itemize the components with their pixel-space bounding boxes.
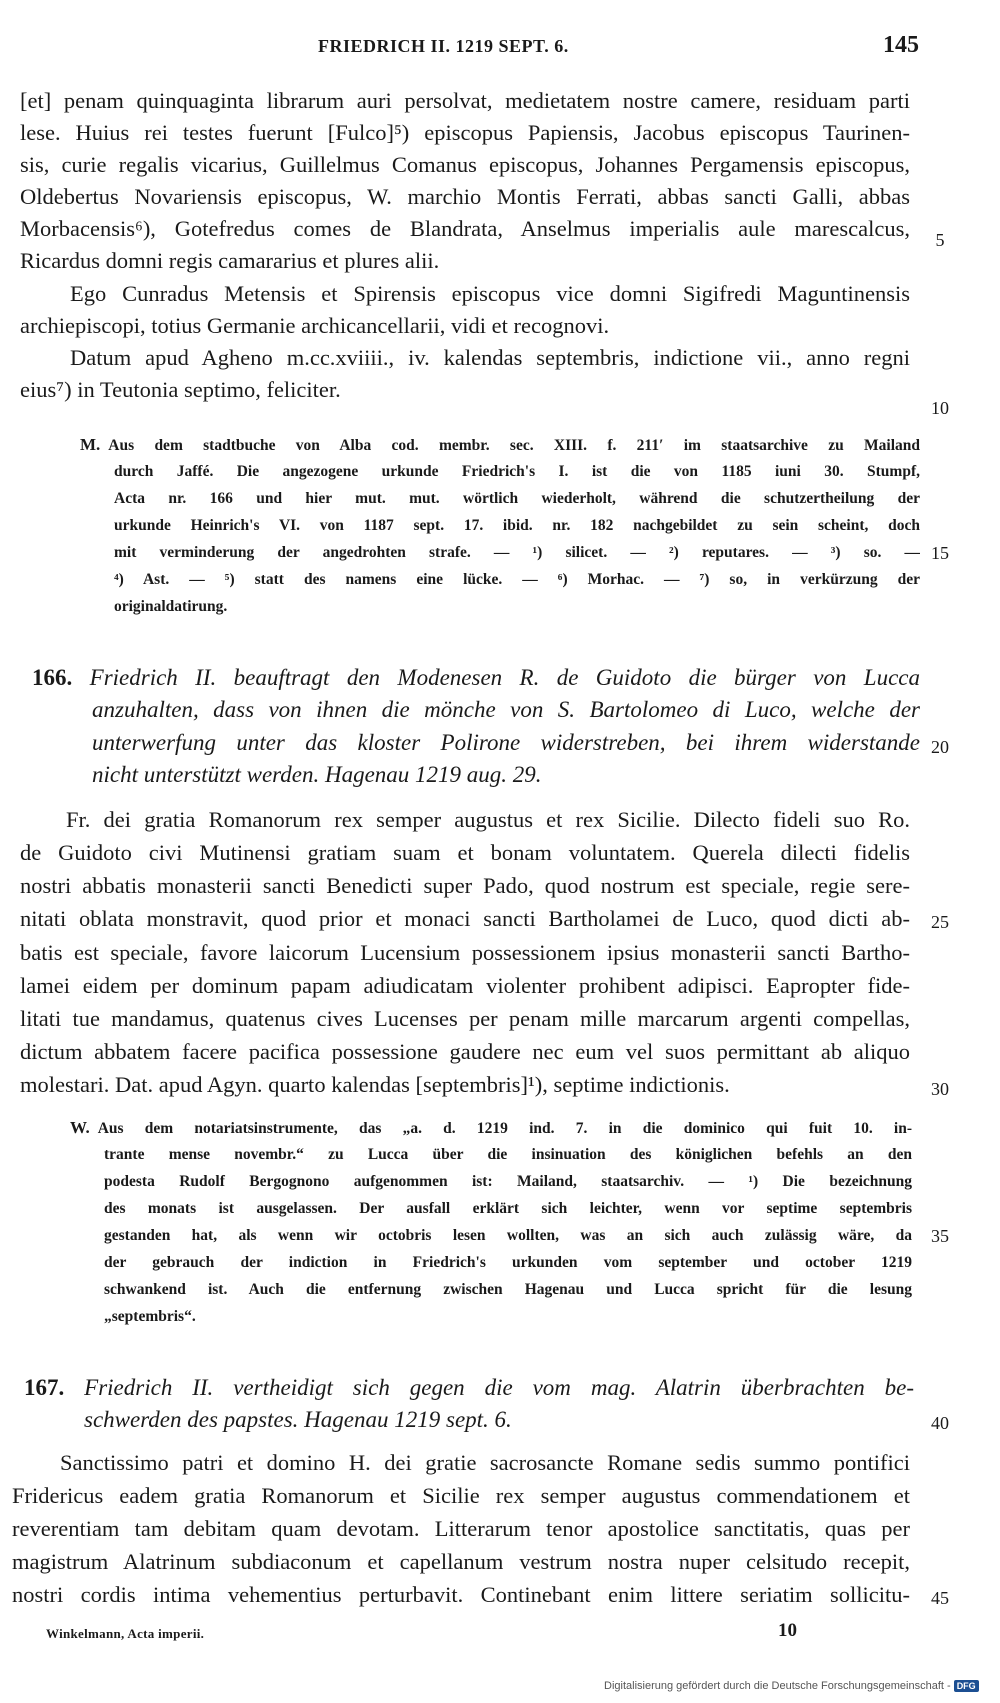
heading-line: anzuhalten, dass von ihnen die mönche von S. Bartolomeo di Luco, welche der <box>92 697 920 722</box>
text-line: de Guidoto civi Mutinensi gratiam suam et bonam voluntatem. Querela dilecti fidelis <box>20 840 910 865</box>
note-line: trante mense novembr.“ zu Lucca über die insinuation des königlichen befehls an den <box>104 1146 912 1163</box>
text-line: Fridericus eadem gratia Romanorum et Sicilie rex semper augustus commendationem et <box>12 1483 910 1508</box>
text-line: [et] penam quinquaginta librarum auri persolvat, medietatem nostre camere, residuam parti <box>20 88 910 113</box>
note-line: urkunde Heinrich's VI. von 1187 sept. 17. ibid. nr. 182 nachgebildet zu sein scheint, doch <box>114 517 920 534</box>
text-line: reverentiam tam debitam quam devotam. Litterarum tenor apostolice sanctitatis, quas per <box>12 1516 910 1541</box>
text-line: nostri cordis intima vehementius perturbavit. Continebant enim littere seriatim sollicitu- <box>12 1582 910 1607</box>
line-number: 25 <box>931 912 949 932</box>
heading-line: unterwerfung unter das kloster Polirone widerstreben, bei ihrem widerstande <box>92 730 920 755</box>
text-line: Datum apud Agheno m.cc.xviiii., iv. kalendas septembris, indictione vii., anno regni <box>70 345 910 370</box>
note-line: durch Jaffé. Die angezogene urkunde Friedrich's I. ist die von 1185 iuni 30. Stumpf, <box>114 463 920 480</box>
note-line: „septembris“. <box>104 1308 196 1325</box>
note-line: podesta Rudolf Bergognono aufgenommen ist: Mailand, staatsarchiv. — ¹) Die bezeichnung <box>104 1173 912 1190</box>
note-line: ⁴) Ast. — ⁵) statt des namens eine lücke. — ⁶) Morhac. — ⁷) so, in verkürzung der <box>114 571 920 588</box>
heading-line: nicht unterstützt werden. Hagenau 1219 aug. 29. <box>92 762 542 787</box>
note-line: der gebrauch der indiction in Friedrich's urkunden vom september und october 1219 <box>104 1254 912 1271</box>
running-head: FRIEDRICH II. 1219 SEPT. 6. <box>318 36 569 56</box>
text-line: nitati oblata monstravit, quod prior et monaci sancti Bartholamei de Luco, quod dicti ab- <box>20 906 910 931</box>
text-line: magistrum Alatrinum subdiaconum et capellanum vestrum nostra nuper celsitudo recepit, <box>12 1549 910 1574</box>
page-number: 145 <box>883 32 919 58</box>
line-number: 40 <box>931 1413 949 1433</box>
line-number: 15 <box>931 543 949 563</box>
text-line: Ego Cunradus Metensis et Spirensis episcopus vice domni Sigifredi Maguntinensis <box>70 281 910 306</box>
heading-line: 166. Friedrich II. beauftragt den Modenesen R. de Guidoto die bürger von Lucca <box>32 665 920 690</box>
text-line: dictum abbatem facere pacifica possessione gaudere nec eum vel suos permittant ab aliquo <box>20 1039 910 1064</box>
text-line: archiepiscopi, totius Germanie archicancellarii, vidi et recognovi. <box>20 313 610 338</box>
source-sigil: W. <box>70 1118 90 1137</box>
text-line: Sanctissimo patri et domino H. dei gratie sacrosancte Romane sedis summo pontifici <box>60 1450 910 1475</box>
text-line: lese. Huius rei testes fuerunt [Fulco]⁵) episcopus Papiensis, Jacobus episcopus Taurinen- <box>20 120 910 145</box>
note-line: mit verminderung der angedrohten strafe. — ¹) silicet. — ²) reputares. — ³) so. — <box>114 544 920 561</box>
text-line: Ricardus domni regis camararius et plures alii. <box>20 248 440 273</box>
text-line: eius⁷) in Teutonia septimo, feliciter. <box>20 377 341 402</box>
doc-number: 167. <box>24 1375 65 1400</box>
note-line: Acta nr. 166 und hier mut. mut. wörtlich wiederholt, während die schutzertheilung der <box>114 490 920 507</box>
line-number: 30 <box>931 1079 949 1099</box>
dfg-logo-icon: DFG <box>954 1680 979 1692</box>
text-line: Oldebertus Novariensis episcopus, W. marchio Montis Ferrati, abbas sancti Galli, abbas <box>20 184 910 209</box>
source-sigil: M. <box>80 435 101 454</box>
note-line: M. Aus dem stadtbuche von Alba cod. membr. sec. XIII. f. 211′ im staatsarchive zu Mailand <box>80 435 920 454</box>
text-line: litati tue mandamus, quatenus cives Lucenses per penam mille marcarum argenti compellas, <box>20 1006 910 1031</box>
text-line: nostri abbatis monasterii sancti Benedicti super Pado, quod nostrum est speciale, regie sere- <box>20 873 910 898</box>
note-line: gestanden hat, als wenn wir octobris lesen wollten, was an sich auch zulässig wäre, da <box>104 1227 912 1244</box>
heading-line: schwerden des papstes. Hagenau 1219 sept. 6. <box>84 1407 512 1432</box>
text-line: lamei eidem per dominum papam adiudicatam violenter prohibent adipisci. Eapropter fide- <box>20 973 910 998</box>
doc-number: 166. <box>32 665 73 690</box>
line-number: 35 <box>931 1226 949 1246</box>
heading-line: 167. Friedrich II. vertheidigt sich gegen die vom mag. Alatrin überbrachten be- <box>24 1375 914 1400</box>
note-line: originaldatirung. <box>114 598 228 615</box>
text-line: sis, curie regalis vicarius, Guillelmus Comanus episcopus, Johannes Pergamensis episcopus, <box>20 152 910 177</box>
note-line: W. Aus dem notariatsinstrumente, das „a. d. 1219 ind. 7. in die dominico qui fuit 10. in- <box>70 1118 912 1137</box>
line-number: 10 <box>931 398 949 418</box>
line-number: 5 <box>935 230 945 250</box>
sheet-number: 10 <box>778 1620 797 1641</box>
text-line: molestari. Dat. apud Agyn. quarto kalendas [septembris]¹), septime indictionis. <box>20 1072 730 1097</box>
line-number: 20 <box>931 737 949 757</box>
printer-signature: Winkelmann, Acta imperii. <box>46 1626 205 1641</box>
text-line: Fr. dei gratia Romanorum rex semper augustus et rex Sicilie. Dilecto fideli suo Ro. <box>66 807 910 832</box>
digitization-credit: Digitalisierung gefördert durch die Deutsche Forschungsgemeinschaft - DFG <box>604 1680 979 1692</box>
line-number: 45 <box>931 1588 949 1608</box>
text-line: batis est speciale, favore laicorum Lucensium possessionem ipsius monasterii sancti Bartho- <box>20 940 910 965</box>
text-line: Morbacensis⁶), Gotefredus comes de Blandrata, Anselmus imperialis aule marescalcus, <box>20 216 910 241</box>
note-line: schwankend ist. Auch die entfernung zwischen Hagenau und Lucca spricht für die lesung <box>104 1281 912 1298</box>
note-line: des monats ist ausgelassen. Der ausfall erklärt sich leichter, wenn vor septime septembris <box>104 1200 912 1217</box>
